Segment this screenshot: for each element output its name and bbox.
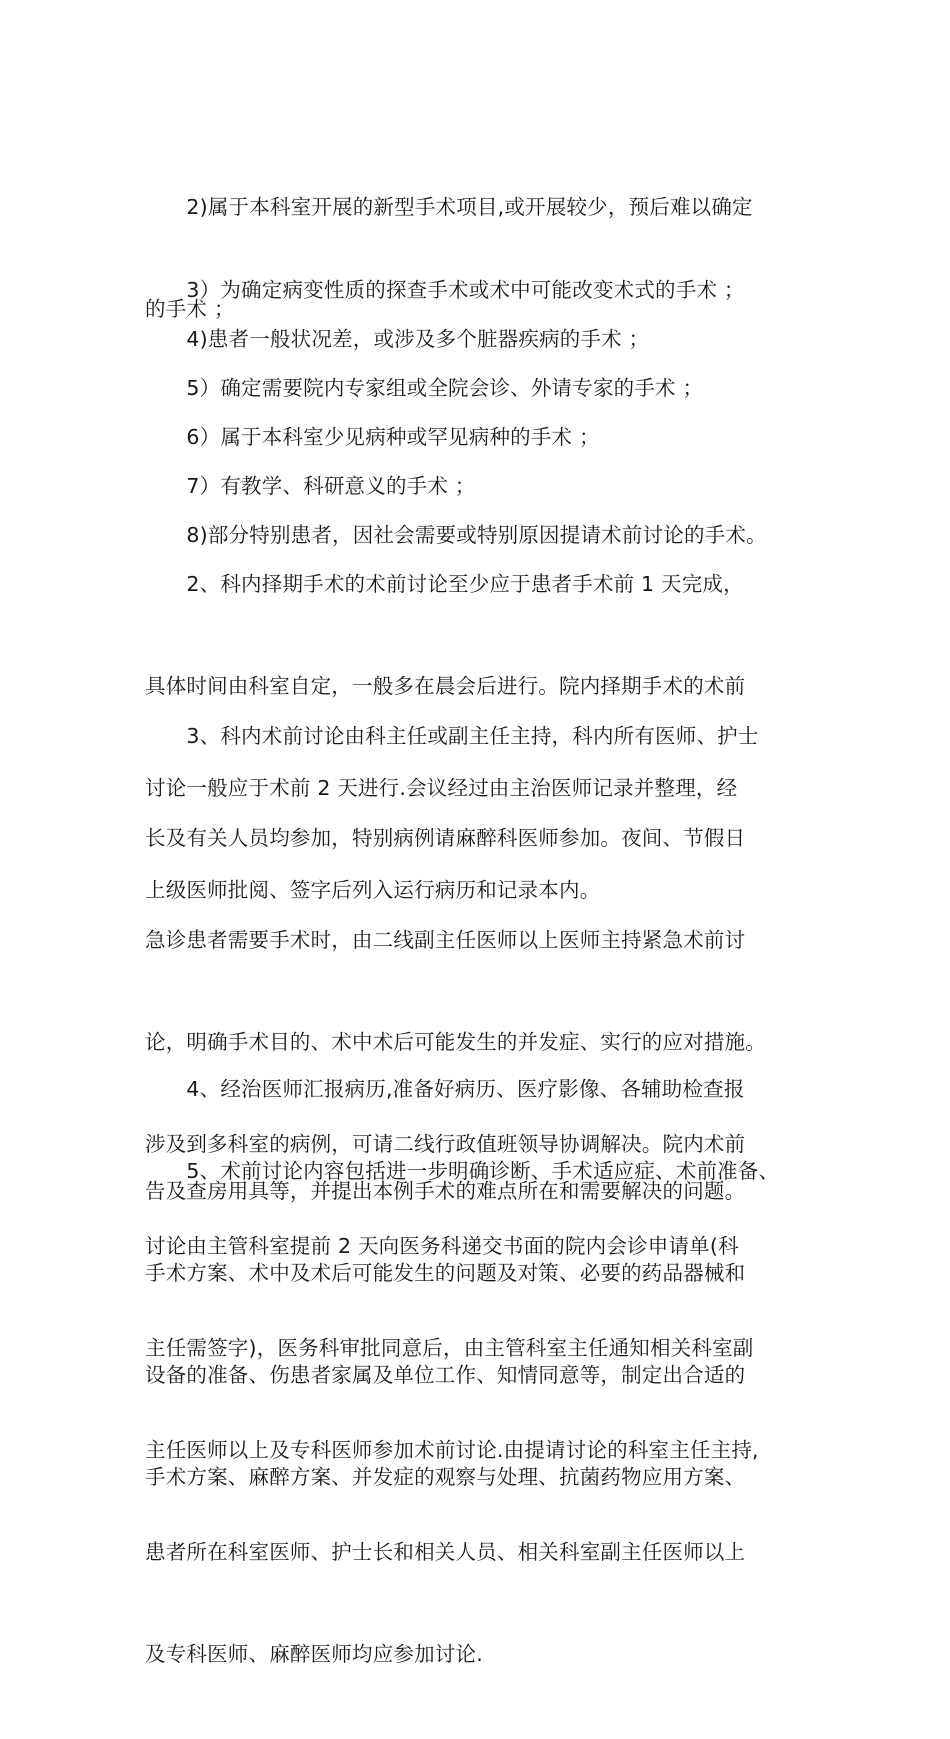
text-line: 急诊患者需要手术时，由二线副主任医师以上医师主持紧急术前讨 bbox=[145, 928, 746, 952]
text-line: 4)患者一般状况差，或涉及多个脏器疾病的手术 ； bbox=[145, 327, 650, 351]
text-line: 手术方案、术中及术后可能发生的问题及对策、必要的药品器械和 bbox=[145, 1261, 746, 1285]
text-line: 2、科内择期手术的术前讨论至少应于患者手术前 1 天完成， bbox=[145, 572, 744, 596]
text-line: 告及查房用具等，并提出本例手术的难点所在和需要解决的问题。 bbox=[145, 1179, 746, 1203]
text-line: 及专科医师、麻醉医师均应参加讨论. bbox=[145, 1642, 483, 1666]
text-line: 讨论一般应于术前 2 天进行.会议经过由主治医师记录并整理，经 bbox=[145, 776, 738, 800]
text-line: 长及有关人员均参加，特别病例请麻醉科医师参加。夜间、节假日 bbox=[145, 826, 746, 850]
text-line: 手术方案、麻醉方案、并发症的观察与处理、抗菌药物应用方案、 bbox=[145, 1465, 746, 1489]
text-line: 上级医师批阅、签字后列入运行病历和记录本内。 bbox=[145, 878, 601, 902]
text-line: 的手术 ； bbox=[145, 297, 235, 321]
text-line: 3）为确定病变性质的探查手术或术中可能改变术式的手术 ； bbox=[145, 278, 745, 302]
text-line: 3、科内术前讨论由科主任或副主任主持，科内所有医师、护士 bbox=[145, 724, 759, 748]
text-line: 讨论由主管科室提前 2 天向医务科递交书面的院内会诊申请单(科 bbox=[145, 1234, 739, 1258]
text-line: 5）确定需要院内专家组或全院会诊、外请专家的手术 ； bbox=[145, 376, 704, 400]
text-line: 涉及到多科室的病例，可请二线行政值班领导协调解决。院内术前 bbox=[145, 1132, 746, 1156]
text-line: 设备的准备、伤患者家属及单位工作、知情同意等，制定出合适的 bbox=[145, 1363, 746, 1387]
text-line: 5、术前讨论内容包括进一步明确诊断、手术适应症、术前准备、 bbox=[145, 1159, 780, 1183]
text-line: 患者所在科室医师、护士长和相关人员、相关科室副主任医师以上 bbox=[145, 1540, 746, 1564]
text-line: 7）有教学、科研意义的手术 ； bbox=[145, 474, 476, 498]
text-line: 4、经治医师汇报病历,准备好病历、医疗影像、各辅助检查报 bbox=[145, 1077, 745, 1101]
text-line: 2)属于本科室开展的新型手术项目,或开展较少，预后难以确定 bbox=[145, 195, 753, 219]
text-line: 主任医师以上及专科医师参加术前讨论.由提请讨论的科室主任主持, bbox=[145, 1438, 759, 1462]
text-line: 8)部分特别患者，因社会需要或特别原因提请术前讨论的手术。 bbox=[145, 523, 767, 547]
text-line: 具体时间由科室自定，一般多在晨会后进行。院内择期手术的术前 bbox=[145, 674, 746, 698]
text-line: 6）属于本科室少见病种或罕见病种的手术 ； bbox=[145, 425, 600, 449]
text-line: 论，明确手术目的、术中术后可能发生的并发症、实行的应对措施。 bbox=[145, 1030, 766, 1054]
paragraph-section-5 bbox=[145, 1086, 825, 1562]
text-line: 主任需签字)，医务科审批同意后，由主管科室主任通知相关科室副 bbox=[145, 1336, 754, 1360]
